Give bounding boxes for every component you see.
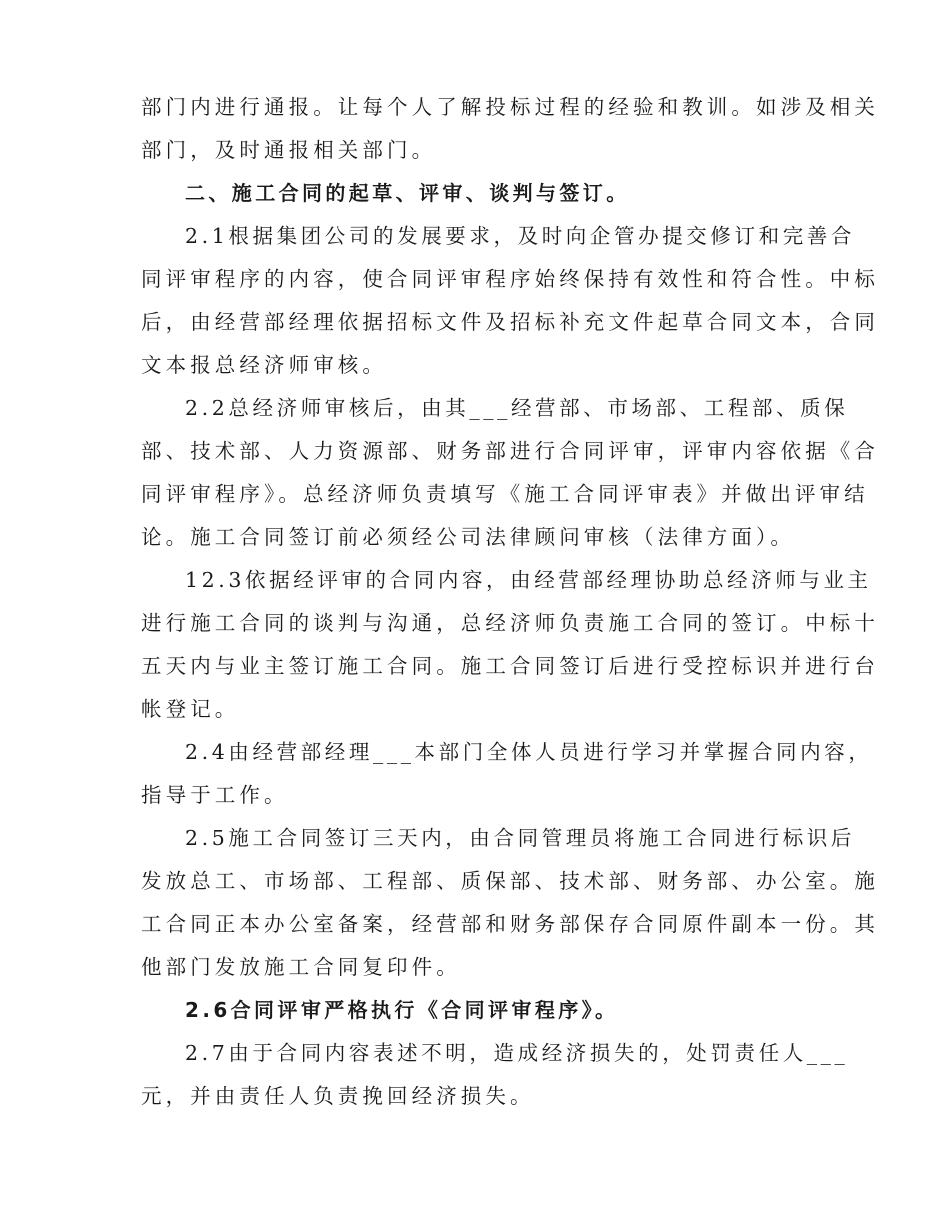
paragraph-line: 发放总工、市场部、工程部、质保部、技术部、财务部、办公室。施 (141, 869, 879, 893)
paragraph-line: 2.4由经营部经理___本部门全体人员进行学习并掌握合同内容， (185, 740, 873, 764)
paragraph-line: 部门，及时通报相关部门。 (141, 138, 437, 162)
paragraph-line: 元，并由责任人负责挽回经济损失。 (141, 1084, 535, 1108)
paragraph-line: 进行施工合同的谈判与沟通，总经济师负责施工合同的签订。中标十 (141, 611, 879, 635)
paragraph-line: 2.7由于合同内容表述不明，造成经济损失的，处罚责任人___ (185, 1041, 849, 1065)
paragraph-line: 论。施工合同签订前必须经公司法律顾问审核（法律方面）。 (141, 525, 795, 549)
paragraph-line: 2.5施工合同签订三天内，由合同管理员将施工合同进行标识后 (185, 826, 855, 850)
paragraph-line: 部门内进行通报。让每个人了解投标过程的经验和教训。如涉及相关 (141, 95, 879, 119)
paragraph-line: 2.2总经济师审核后，由其___经营部、市场部、工程部、质保 (185, 396, 849, 420)
paragraph-line: 他部门发放施工合同复印件。 (141, 955, 461, 979)
paragraph-line: 指导于工作。 (141, 783, 289, 807)
paragraph-line: 后，由经营部经理依据招标文件及招标补充文件起草合同文本，合同 (141, 310, 879, 334)
paragraph-line: 文本报总经济师审核。 (141, 353, 387, 377)
paragraph-line: 部、技术部、人力资源部、财务部进行合同评审，评审内容依据《合 (141, 439, 879, 463)
paragraph-line: 12.3依据经评审的合同内容，由经营部经理协助总经济师与业主 (185, 568, 872, 592)
paragraph-line-bold: 2.6合同评审严格执行《合同评审程序》。 (185, 998, 619, 1022)
paragraph-line: 同评审程序的内容，使合同评审程序始终保持有效性和符合性。中标 (141, 267, 879, 291)
paragraph-line: 工合同正本办公室备案，经营部和财务部保存合同原件副本一份。其 (141, 912, 879, 936)
paragraph-line: 五天内与业主签订施工合同。施工合同签订后进行受控标识并进行台 (141, 654, 879, 678)
paragraph-line: 帐登记。 (141, 697, 240, 721)
section-heading: 二、施工合同的起草、评审、谈判与签订。 (185, 181, 630, 205)
paragraph-line: 2.1根据集团公司的发展要求，及时向企管办提交修订和完善合 (185, 224, 855, 248)
paragraph-line: 同评审程序》。总经济师负责填写《施工合同评审表》并做出评审结 (141, 482, 869, 506)
